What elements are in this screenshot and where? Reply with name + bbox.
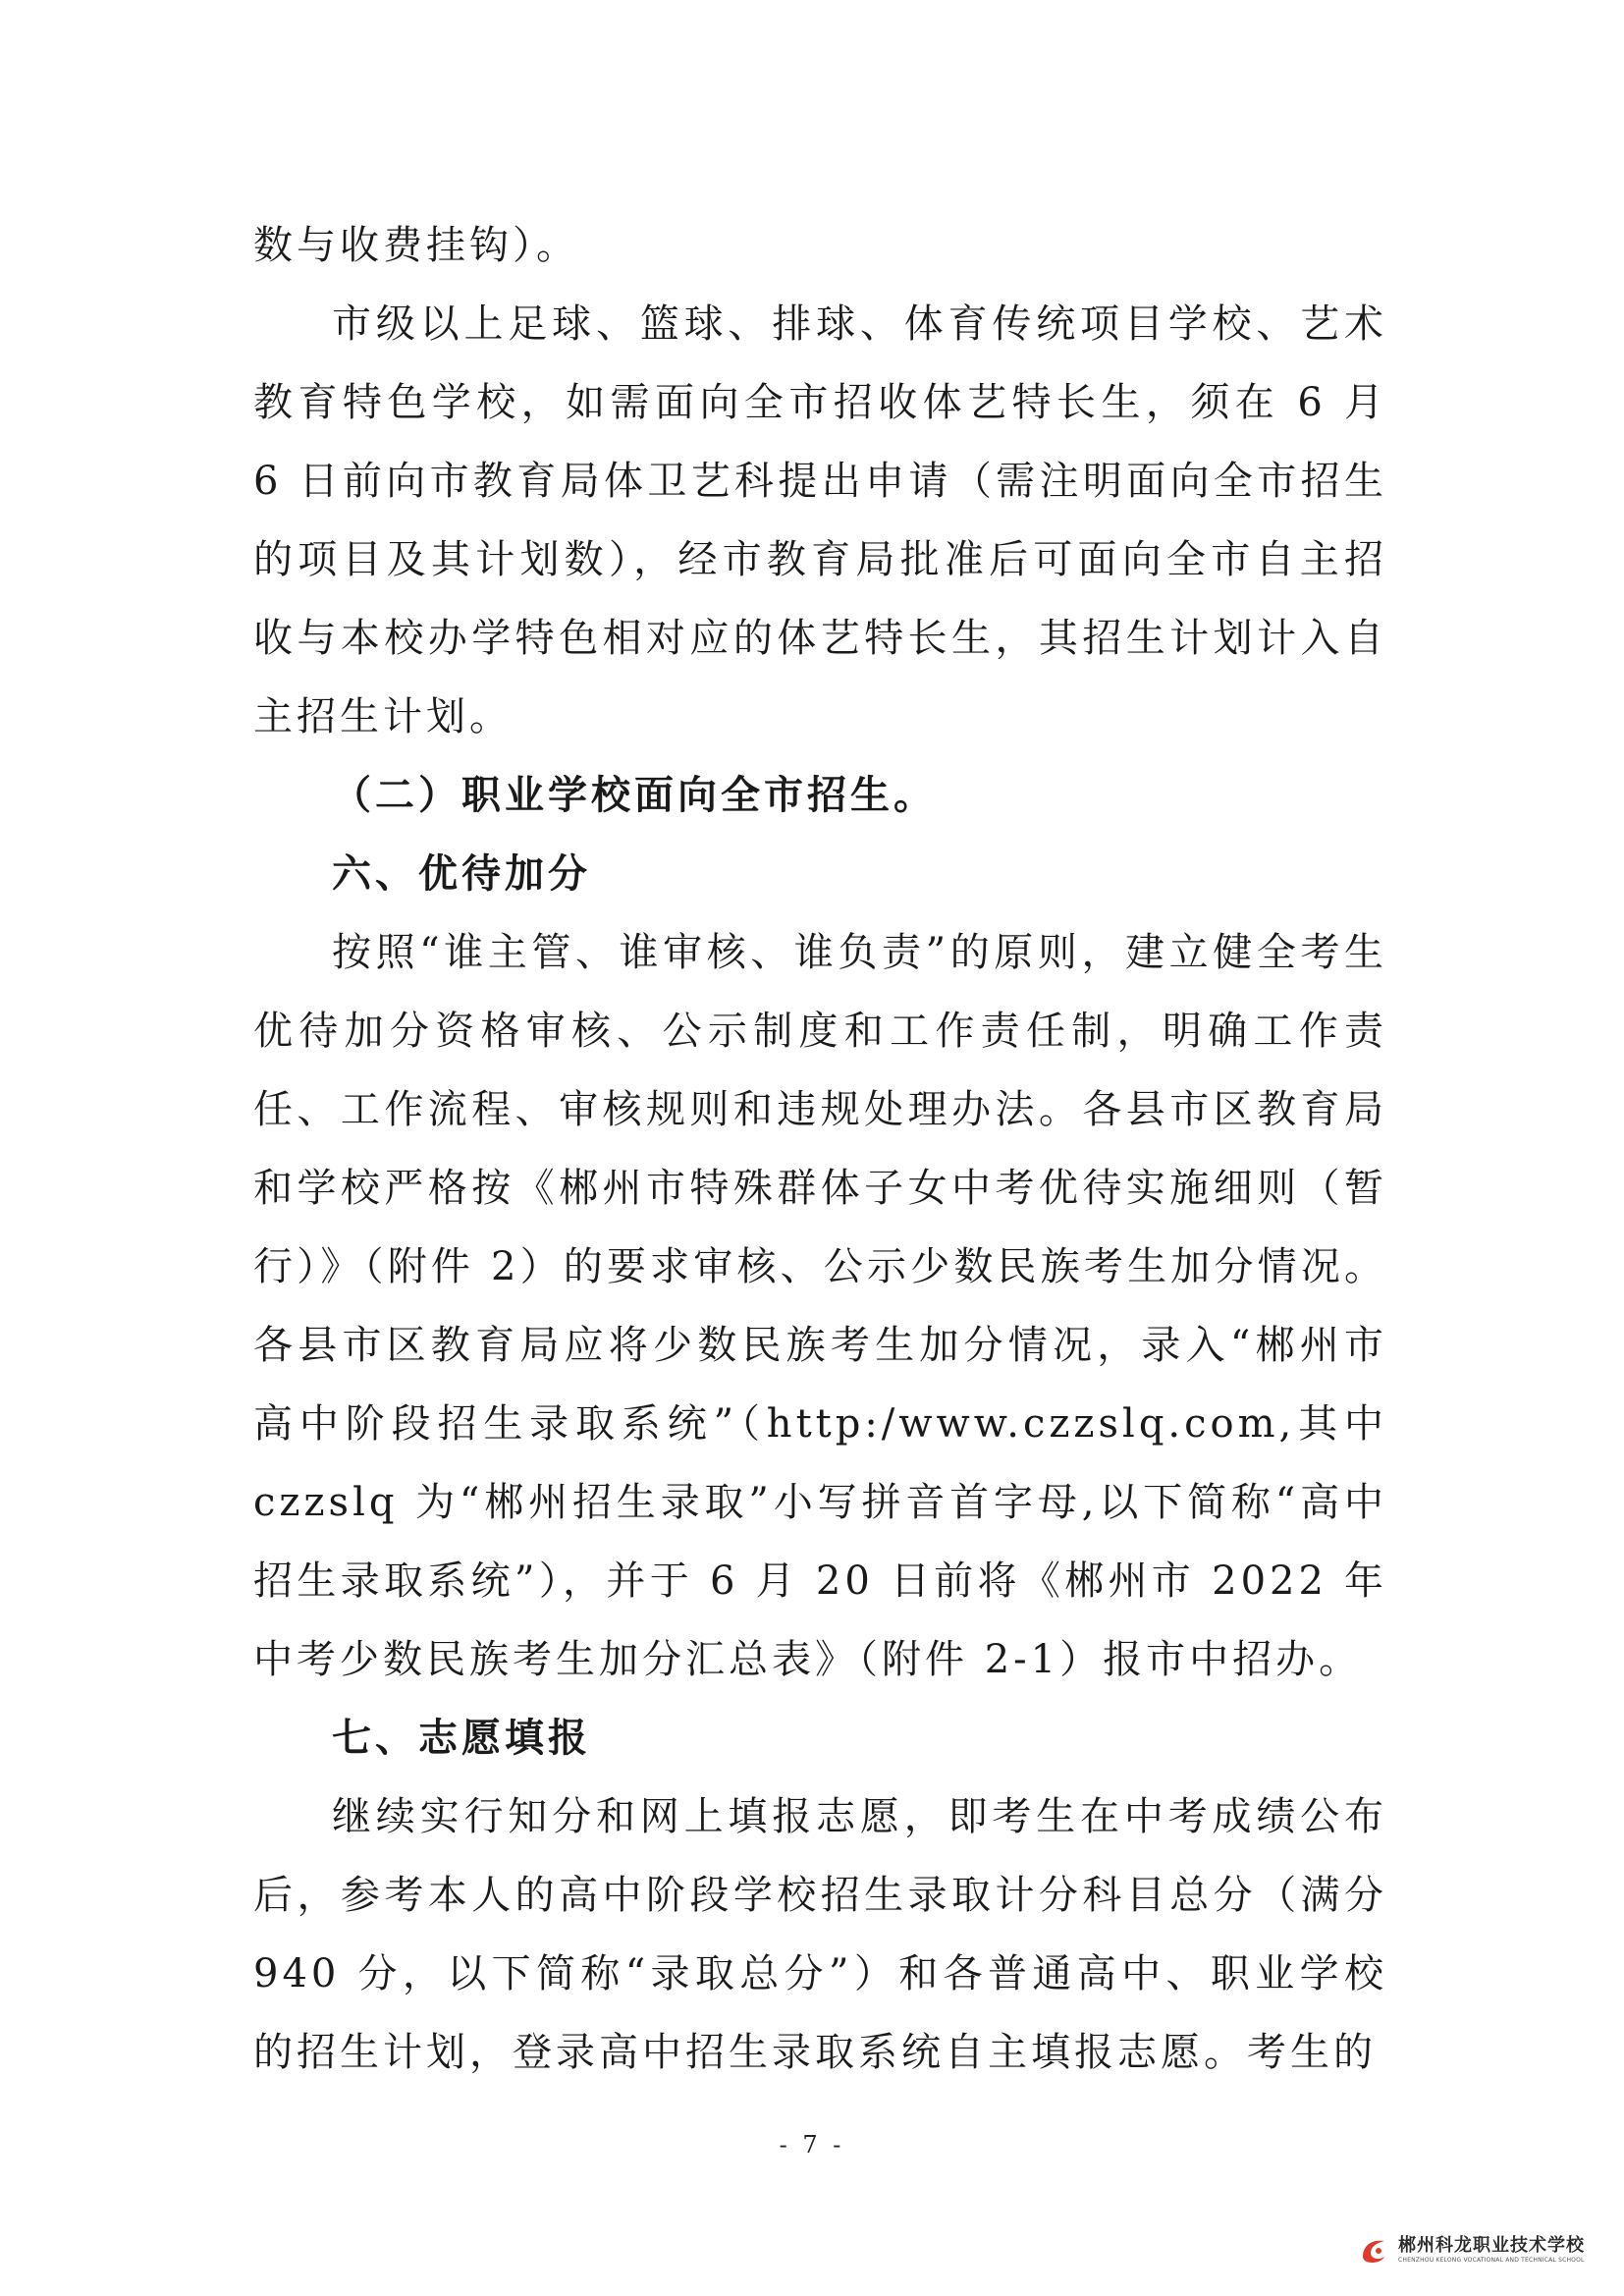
document-body — [253, 206, 1387, 2092]
watermark-school-name: 郴州科龙职业技术学校 — [1398, 2234, 1585, 2256]
watermark-school-subtitle: CHENZHOU KELONG VOCATIONAL AND TECHNICAL SCHOOL — [1398, 2256, 1585, 2264]
page-number: - 7 - — [779, 2131, 845, 2159]
section-heading: 七、志愿填报 — [332, 1716, 591, 1761]
paragraph: 继续实行知分和网上填报志愿，即考生在中考成绩公布后，参考本人的高中阶段学校招生录取计分科目总分（满分 940 分，以下简称“录取总分”）和各普通高中、职业学校的招生计划，登录高中招生录取系统自主填报志愿。考生的 — [253, 1794, 1387, 2075]
paragraph: 数与收费挂钩）。 — [253, 223, 579, 268]
school-logo-icon — [1357, 2233, 1390, 2267]
section-heading: 六、优待加分 — [332, 851, 591, 897]
paragraph: 市级以上足球、篮球、排球、体育传统项目学校、艺术教育特色学校，如需面向全市招收体艺特长生，须在 6 月 6 日前向市教育局体卫艺科提出申请（需注明面向全市招生的项目及其计划数），经市教育局批准后可面向全市自主招收与本校办学特色相对应的体艺特长生，其招生计划计入自主招生计划。 — [253, 301, 1387, 739]
section-heading: （二）职业学校面向全市招生。 — [332, 773, 937, 818]
school-watermark — [1357, 2233, 1585, 2267]
paragraph: 按照“谁主管、谁审核、谁负责”的原则，建立健全考生优待加分资格审核、公示制度和工作责任制，明确工作责任、工作流程、审核规则和违规处理办法。各县市区教育局和学校严格按《郴州市特殊群体子女中考优待实施细则（暂行）》（附件 2）的要求审核、公示少数民族考生加分情况。各县市区教育局应将少数民族考生加分情况，录入“郴州市高中阶段招生录取系统”（http:/www.czzslq.com,其中 czzslq 为“郴州招生录取”小写拼音首字母,以下简称“高中招生录取系统”），并于 6 月 20 日前将《郴州市 2022 年中考少数民族考生加分汇总表》（附件 2-1）报市中招办。 — [253, 930, 1387, 1682]
